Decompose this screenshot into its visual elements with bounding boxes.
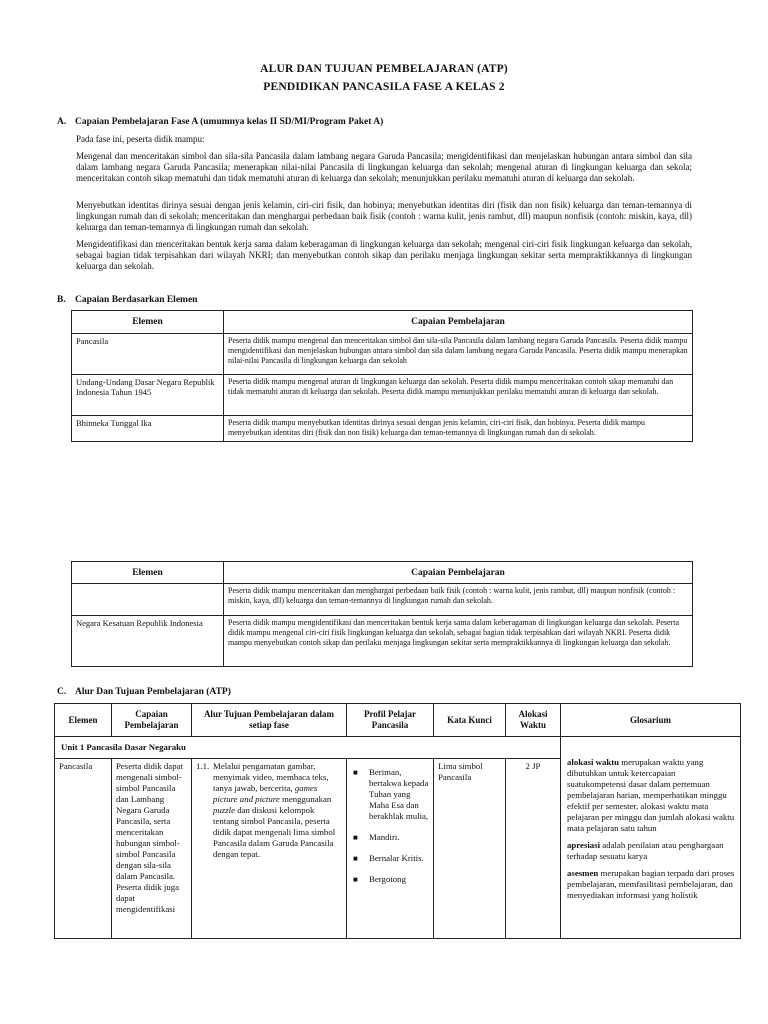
bullet-square-icon: ■ bbox=[353, 768, 358, 777]
alur-text-a: Melalui pengamatan gambar, menyimak video, membaca teks, tanya jawab, bercerita, bbox=[213, 761, 329, 793]
column-header-glosarium: Glosarium bbox=[561, 704, 741, 737]
section-b-title: Capaian Berdasarkan Elemen bbox=[75, 295, 198, 305]
list-item bbox=[351, 853, 429, 864]
capaian-elemen-table bbox=[71, 310, 693, 442]
table-row bbox=[72, 334, 693, 375]
row-alur bbox=[192, 759, 347, 939]
glosarium-term: alokasi waktu bbox=[567, 757, 620, 767]
bullet-square-icon: ■ bbox=[353, 875, 358, 884]
table-row bbox=[72, 416, 693, 442]
alur-item bbox=[196, 761, 342, 860]
atp-table bbox=[54, 703, 741, 939]
row-capaian: Peserta didik mampu mengenal dan menceritakan simbol dan sila-sila Pancasila dalam lambang negara Garuda Pancasila. Peserta didik mampu mengidentifikasi dan menjelaskan hubungan antara simbol dan sila dalam lambang negara Garuda Pancasila. Peserta didik mampu menerapkan nilai-nilai Pancasila di lingkungan keluarga dan sekolah bbox=[224, 334, 693, 375]
alur-text-italic-1: games picture and picture bbox=[213, 783, 318, 804]
list-item bbox=[351, 832, 429, 843]
bullet-square-icon: ■ bbox=[353, 854, 358, 863]
alur-text-italic-2: puzzle bbox=[213, 805, 235, 815]
glosarium-term: asesmen bbox=[567, 868, 599, 878]
row-elemen: Bhinneka Tunggal Ika bbox=[72, 416, 224, 442]
table-row bbox=[72, 584, 693, 616]
row-alokasi: 2 JP bbox=[506, 759, 561, 939]
column-header-capaian: Capaian Pembelajaran bbox=[224, 562, 693, 584]
row-kata-kunci: Lima simbol Pancasila bbox=[434, 759, 506, 939]
row-capaian: Peserta didik mampu mengenal aturan di lingkungan keluarga dan sekolah. Peserta didik mampu menceritakan contoh sikap mematuhi dan tidak mematuhi aturan di keluarga dan sekolah. Peserta didik mampu menunjukkan perilaku mematuhi aturan di keluarga dan sekolah. bbox=[224, 375, 693, 416]
column-header-elemen: Elemen bbox=[72, 562, 224, 584]
glosarium-term: apresiasi bbox=[567, 840, 601, 850]
column-header-kata-kunci: Kata Kunci bbox=[434, 704, 506, 737]
section-c-title: Alur Dan Tujuan Pembelajaran (ATP) bbox=[75, 687, 231, 697]
column-header-alokasi: Alokasi Waktu bbox=[506, 704, 561, 737]
profil-list bbox=[351, 767, 429, 885]
table-header-row bbox=[72, 562, 693, 584]
alur-number: 1.1. bbox=[196, 761, 210, 771]
row-elemen: Negara Kesatuan Republik Indonesia bbox=[72, 616, 224, 667]
glosarium-definition: merupakan bagian terpadu dari proses pembelajaran, memfasilitasi pembelajaran, dan menyediakan informasi yang holistik bbox=[567, 868, 735, 900]
table-row bbox=[72, 616, 693, 667]
row-elemen: Pancasila bbox=[72, 334, 224, 375]
profil-text: Bernalar Kritis. bbox=[369, 853, 424, 863]
section-a-heading bbox=[57, 117, 383, 127]
row-capaian: Peserta didik dapat mengenali simbol-simbol Pancasila dan Lambang Negara Garuda Pancasila, serta menceritakan hubungan simbol-simbol Pancasila dengan sila-sila dalam Pancasila. Peserta didik juga dapat mengidentifikasi bbox=[112, 759, 192, 939]
alur-text-c: dan diskusi kelompok tentang simbol Pancasila, peserta didik dapat mengenali lima simbol Pancasila dalam Garuda Pancasila dengan tepat. bbox=[213, 805, 336, 859]
profil-text: Bergotong bbox=[369, 874, 406, 884]
table-header-row bbox=[55, 704, 741, 737]
section-a-label: A. bbox=[57, 117, 67, 127]
list-item bbox=[351, 874, 429, 885]
column-header-alur: Alur Tujuan Pembelajaran dalam setiap fase bbox=[192, 704, 347, 737]
glosarium-definition: merupakan waktu yang dibutuhkan untuk ketercapaian suatukompetensi dasar dalam pertemuan pembelajaran harian, memperhatikan minggu efektif per semester, alokasi waktu mata pelajaran per minggu dan jumlah alokasi waktu mata pelajaran satu tahun bbox=[567, 757, 735, 833]
section-a-intro: Pada fase ini, peserta didik mampu: bbox=[76, 134, 205, 144]
row-capaian: Peserta didik mampu mengidentifikasi dan menceritakan bentuk kerja sama dalam keberagaman di lingkungan keluarga dan sekolah. Peserta didik mampu mengenal ciri-ciri fisik lingkungan keluarga dan sekolah, sebagai bagian tidak terpisahkan dari wilayah NKRI. Peserta didik mampu menyebutkan contoh sikap dan perilaku menjaga lingkungan sekitar serta mempraktikkannya di lingkungan keluarga dan sekolah. bbox=[224, 616, 693, 667]
section-b-label: B. bbox=[57, 295, 66, 305]
column-header-capaian: Capaian Pembelajaran bbox=[224, 311, 693, 334]
unit-title: Unit 1 Pancasila Dasar Negaraku bbox=[55, 737, 561, 759]
document-title-line1: ALUR DAN TUJUAN PEMBELAJARAN (ATP) bbox=[260, 63, 508, 75]
table-row bbox=[72, 375, 693, 416]
column-header-profil: Profil Pelajar Pancasila bbox=[347, 704, 434, 737]
row-elemen: Pancasila bbox=[55, 759, 112, 939]
glosarium-entry bbox=[567, 757, 736, 834]
table-header-row bbox=[72, 311, 693, 334]
glosarium-cell bbox=[561, 737, 741, 939]
section-a-paragraph-2: Menyebutkan identitas dirinya sesuai dengan jenis kelamin, ciri-ciri fisik, dan hobinya; menyebutkan identitas diri (fisik dan non fisik) keluarga dan teman-temannya di lingkungan rumah dan di sekolah; menceritakan dan menghargai perbedaan baik fisik (contoh : warna kulit, jenis rambut, dll) maupun nonfisik (contoh: miskin, kaya, dll) keluarga dan teman-temannya di lingkungan rumah dan sekolah. bbox=[76, 200, 692, 232]
row-elemen bbox=[72, 584, 224, 616]
document-title-line2: PENDIDIKAN PANCASILA FASE A KELAS 2 bbox=[263, 81, 505, 93]
glosarium-entry bbox=[567, 840, 736, 862]
section-b-heading bbox=[57, 295, 197, 305]
alur-text-b: menggunakan bbox=[281, 794, 332, 804]
glosarium-definition: adalah penilaian atau penghargaan terhadap sesuatu karya bbox=[567, 840, 724, 861]
capaian-elemen-table-continued bbox=[71, 561, 693, 667]
profil-text: Mandiri. bbox=[369, 832, 400, 842]
section-c-heading bbox=[57, 687, 231, 697]
bullet-square-icon: ■ bbox=[353, 833, 358, 842]
row-profil bbox=[347, 759, 434, 939]
section-a-paragraph-3: Mengidentifikasi dan menceritakan bentuk kerja sama dalam keberagaman di lingkungan keluarga dan sekolah; mengenal ciri-ciri fisik lingkungan keluarga dan sekolah, sebagai bagian tidak terpisahkan dari wilayah NKRI; dan menyebutkan contoh sikap dan perilaku menjaga lingkungan sekitar serta mempraktikkannya di lingkungan keluarga dan sekolah. bbox=[76, 239, 692, 271]
column-header-elemen: Elemen bbox=[72, 311, 224, 334]
alur-text bbox=[213, 761, 342, 860]
column-header-elemen: Elemen bbox=[55, 704, 112, 737]
list-item bbox=[351, 767, 429, 822]
unit-row bbox=[55, 737, 741, 759]
row-capaian: Peserta didik mampu menceritakan dan menghargai perbedaan baik fisik (contoh : warna kulit, jenis rambut, dll) maupun nonfisik (contoh : miskin, kaya, dll) keluarga dan teman-temannya di lingkungan rumah dan sekolah. bbox=[224, 584, 693, 616]
section-c-label: C. bbox=[57, 687, 67, 697]
column-header-capaian: Capaian Pembelajaran bbox=[112, 704, 192, 737]
section-a-paragraph-1: Mengenal dan menceritakan simbol dan sila-sila Pancasila dalam lambang negara Garuda Pancasila; mengidentifikasi dan menjelaskan hubungan antara simbol dan sila dalam lambang negara Garuda Pancasila; menerapkan nilai-nilai Pancasila di lingkungan keluarga dan sekolah; mengenal aturan di lingkungan keluarga dan sekola; menceritakan contoh sikap mematuhi dan tidak mematuhi aturan di keluarga dan sekolah; menunjukkan perilaku mematuhi aturan di keluarga dan sekolah. bbox=[76, 151, 692, 183]
row-capaian: Peserta didik mampu menyebutkan identitas dirinya sesuai dengan jenis kelamin, ciri-ciri fisik, dan hobinya. Peserta didik mampu menyebutkan identitas diri (fisik dan non fisik) keluarga dan teman-temannya di lingkungan rumah dan di sekolah. bbox=[224, 416, 693, 442]
glosarium-entry bbox=[567, 868, 736, 901]
section-a-title: Capaian Pembelajaran Fase A (umumnya kelas II SD/MI/Program Paket A) bbox=[75, 117, 384, 127]
profil-text: Beriman, bertakwa kepada Tuhan yang Maha Esa dan berakhlak mulia, bbox=[369, 767, 429, 821]
row-elemen: Undang-Undang Dasar Negara Republik Indonesia Tahun 1945 bbox=[72, 375, 224, 416]
